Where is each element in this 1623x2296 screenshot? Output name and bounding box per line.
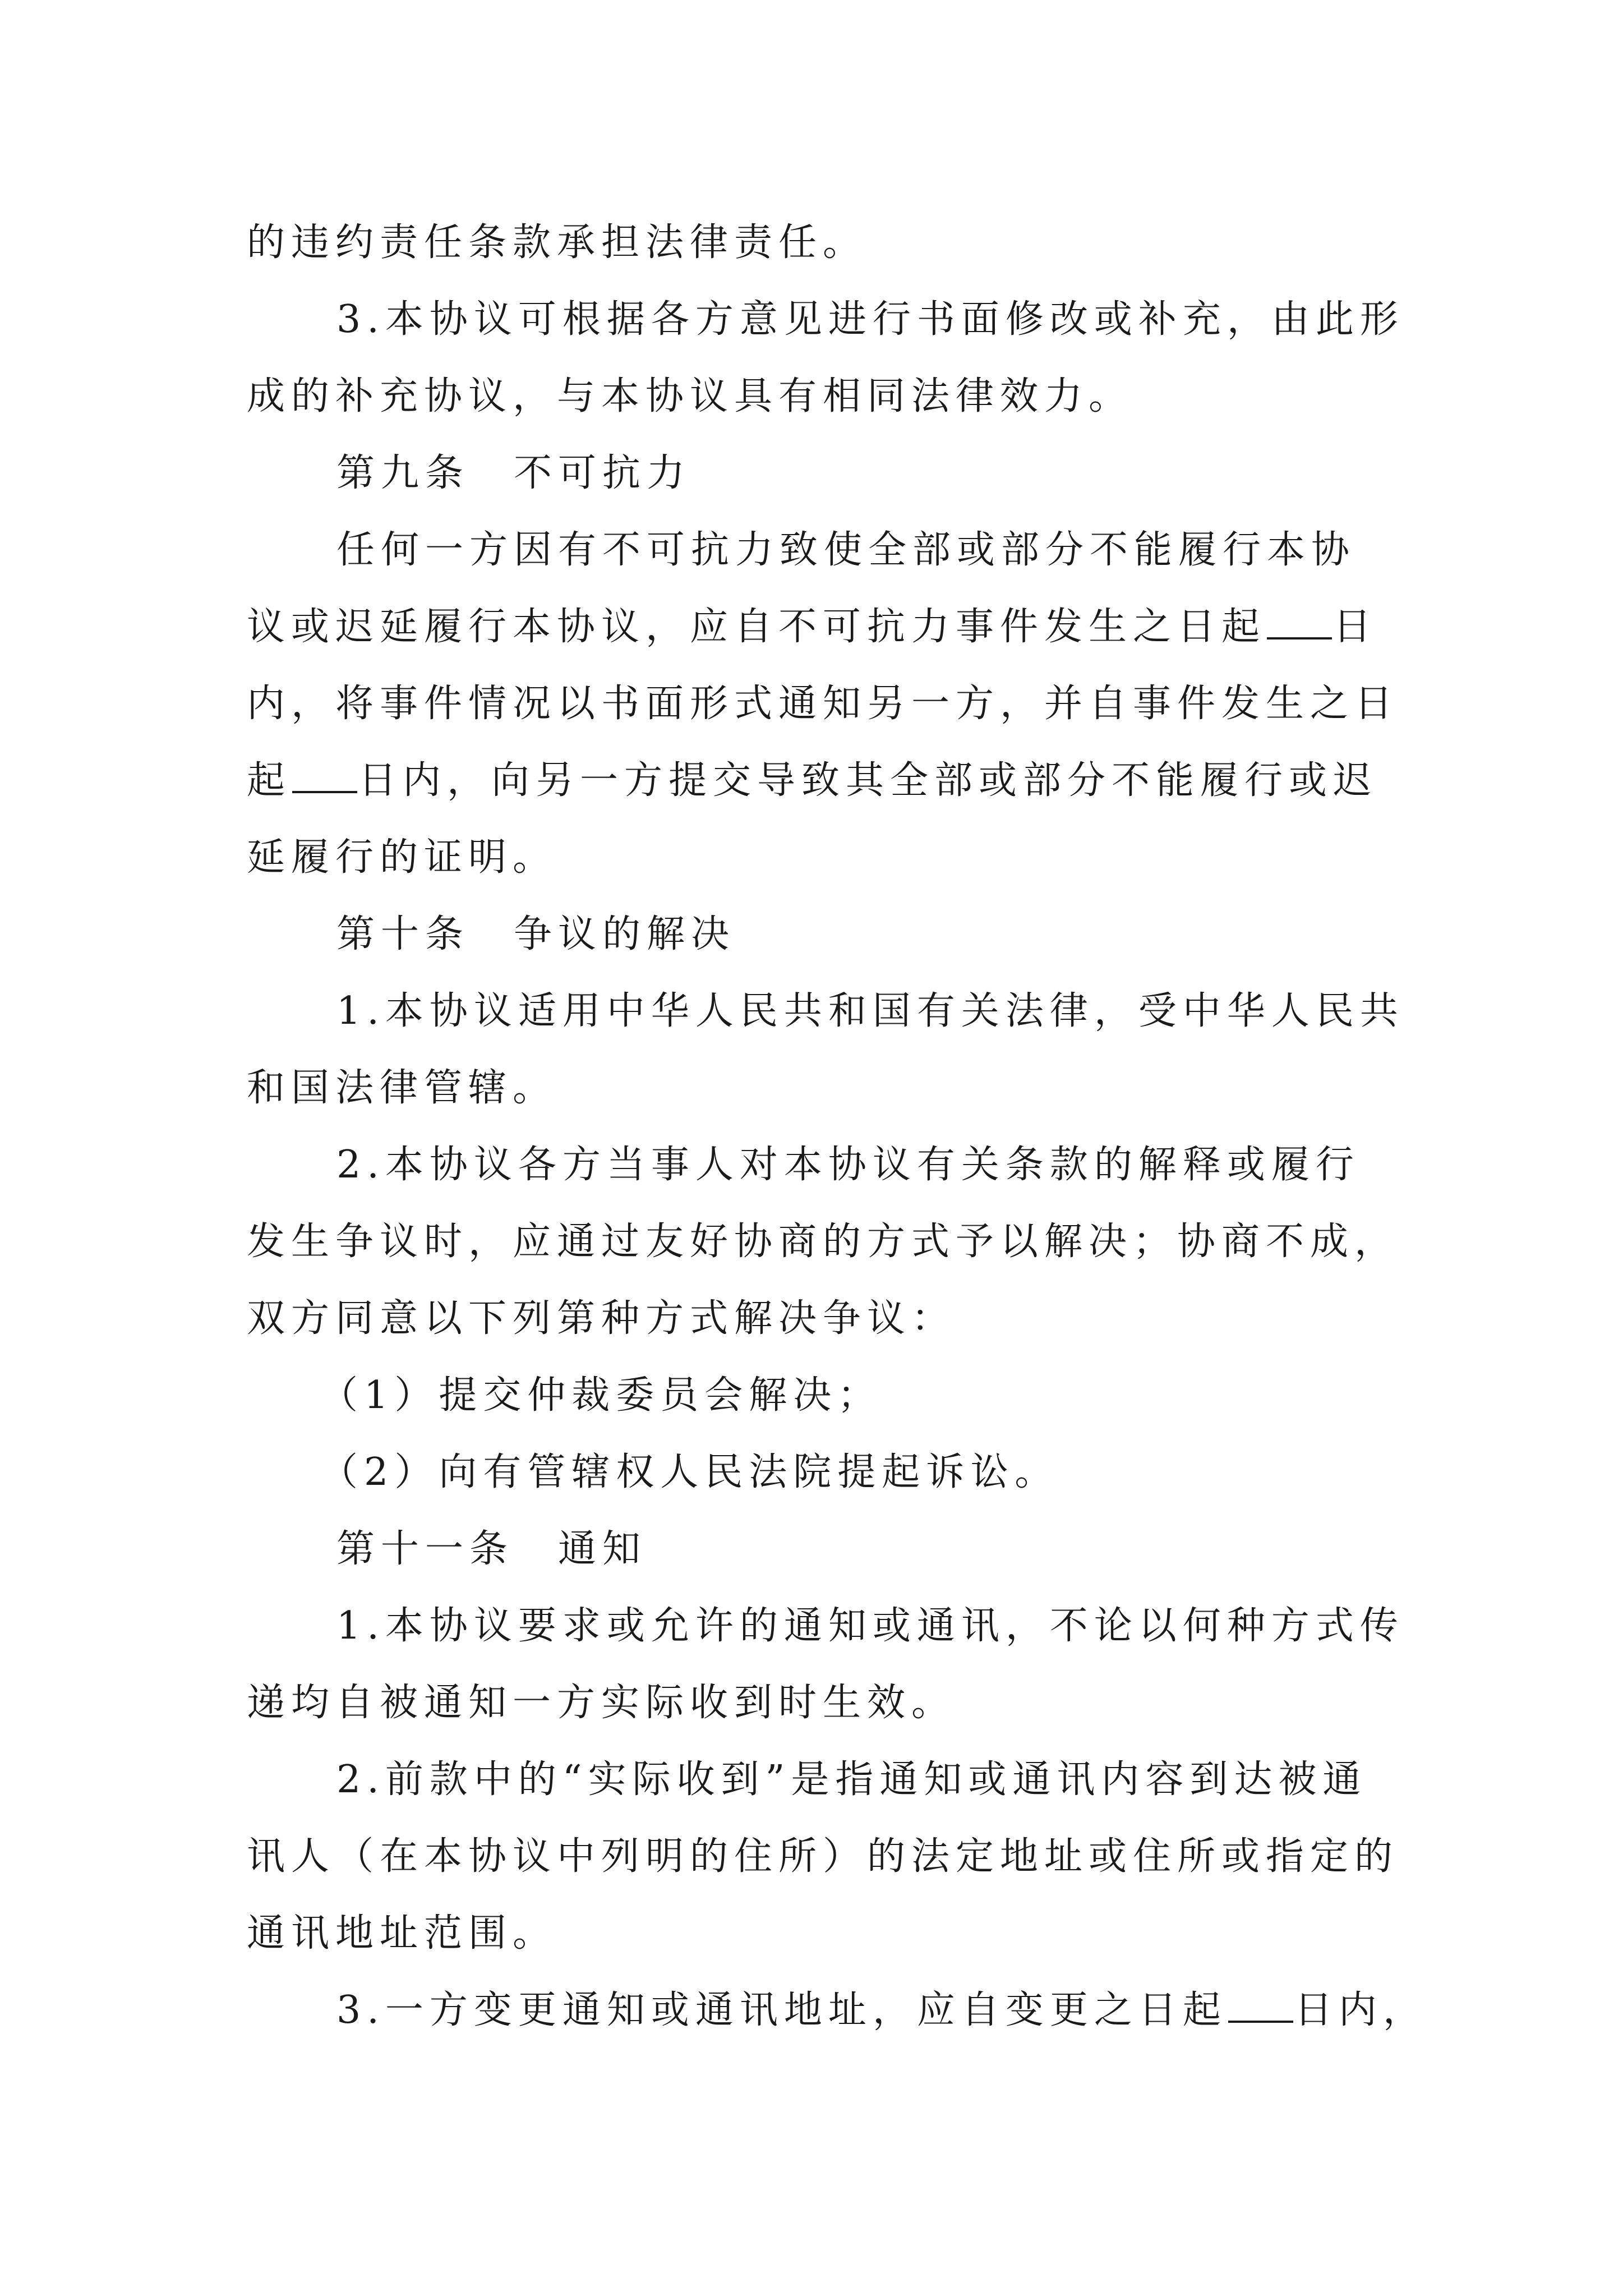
text-line: 3.本协议可根据各方意见进行书面修改或补充，由此形 <box>336 297 1404 342</box>
text-line: 和国法律管辖。 <box>247 1066 557 1110</box>
text-line: 发生争议时，应通过友好协商的方式予以解决；协商不成， <box>247 1220 1399 1264</box>
section-heading: 第九条 不可抗力 <box>336 451 691 495</box>
text-line: 任何一方因有不可抗力致使全部或部分不能履行本协 <box>336 528 1356 572</box>
text-line: 讯人（在本协议中列明的住所）的法定地址或住所或指定的 <box>247 1834 1399 1879</box>
text-line: 议或迟延履行本协议，应自不可抗力事件发生之日起 日 <box>247 596 1391 658</box>
fill-in-blank <box>1228 1986 1293 2023</box>
text-line: 1.本协议要求或允许的通知或通讯，不论以何种方式传 <box>336 1604 1404 1648</box>
text-line: 内，将事件情况以书面形式通知另一方，并自事件发生之日 <box>247 682 1399 726</box>
text-line: 2.本协议各方当事人对本协议有关条款的解释或履行 <box>336 1143 1360 1187</box>
text-line: 起 日内，向另一方提交导致其全部或部分不能履行或迟 <box>247 750 1391 812</box>
text-line: 双方同意以下列第种方式解决争议： <box>247 1296 956 1341</box>
text-line: 的违约责任条款承担法律责任。 <box>247 220 868 265</box>
text-line: 通讯地址范围。 <box>247 1911 557 1955</box>
text-line: 延履行的证明。 <box>247 835 557 880</box>
text-line: 3.一方变更通知或通讯地址，应自变更之日起 日内， <box>336 1980 1391 2041</box>
section-heading: 第十条 争议的解决 <box>336 912 736 956</box>
text-line: 递均自被通知一方实际收到时生效。 <box>247 1681 956 1725</box>
text-line: 2.前款中的“实际收到”是指通知或通讯内容到达被通 <box>336 1757 1367 1802</box>
text-line: 1.本协议适用中华人民共和国有关法律，受中华人民共 <box>336 989 1404 1033</box>
text-line: 成的补充协议，与本协议具有相同法律效力。 <box>247 374 1133 418</box>
fill-in-blank <box>292 757 357 793</box>
section-heading: 第十一条 通知 <box>336 1527 647 1571</box>
list-item: （2）向有管辖权人民法院提起诉讼。 <box>320 1450 1059 1494</box>
fill-in-blank <box>1267 603 1332 639</box>
list-item: （1）提交仲裁委员会解决； <box>320 1373 882 1418</box>
